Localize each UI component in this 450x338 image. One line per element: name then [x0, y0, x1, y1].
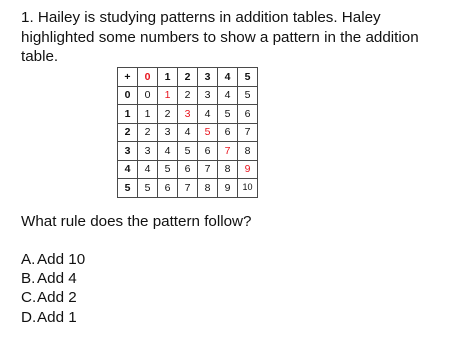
table-cell: 2	[178, 86, 198, 105]
choice-letter: A.	[21, 251, 36, 268]
table-cell: 6	[238, 105, 258, 124]
highlighted-cell: 1	[158, 86, 178, 105]
header-cell: 3	[198, 68, 218, 87]
table-cell: 5	[158, 160, 178, 179]
table-row	[118, 123, 258, 142]
choice-c	[21, 288, 85, 307]
table-cell: 4	[138, 160, 158, 179]
highlighted-cell: 7	[218, 142, 238, 161]
table-cell: 6	[198, 142, 218, 161]
table-cell: 3	[158, 123, 178, 142]
table-cell: 4	[158, 142, 178, 161]
header-cell: 0	[138, 68, 158, 87]
choice-text: Add 10	[37, 251, 86, 268]
table-cell: 7	[178, 179, 198, 198]
choice-text: Add 4	[37, 270, 77, 288]
choice-a	[21, 250, 85, 269]
row-header-cell: 5	[118, 179, 138, 198]
table-cell: 4	[178, 123, 198, 142]
table-cell: 3	[198, 86, 218, 105]
table-cell: 5	[178, 142, 198, 161]
choice-letter: C.	[21, 289, 37, 307]
table-row	[118, 142, 258, 161]
row-header-cell: 1	[118, 105, 138, 124]
table-cell: 10	[238, 179, 258, 198]
table-cell: 5	[138, 179, 158, 198]
highlighted-cell: 3	[178, 105, 198, 124]
table-cell: 6	[158, 179, 178, 198]
table-row	[118, 86, 258, 105]
table-row	[118, 105, 258, 124]
table-cell: 2	[158, 105, 178, 124]
row-header-cell: 3	[118, 142, 138, 161]
table-cell: 8	[238, 142, 258, 161]
table-header-row	[118, 68, 258, 87]
choice-letter: B.	[21, 270, 36, 288]
answer-choices	[21, 250, 85, 327]
table-row	[118, 160, 258, 179]
table-cell: 8	[218, 160, 238, 179]
header-cell: 1	[158, 68, 178, 87]
row-header-cell: 2	[118, 123, 138, 142]
header-cell: 4	[218, 68, 238, 87]
header-cell: 5	[238, 68, 258, 87]
table-cell: 5	[238, 86, 258, 105]
table-cell: 4	[218, 86, 238, 105]
table-cell: 9	[218, 179, 238, 198]
addition-table	[117, 67, 258, 198]
table-cell: 1	[138, 105, 158, 124]
choice-d	[21, 308, 85, 327]
table-cell: 7	[198, 160, 218, 179]
question-text: 1. Hailey is studying patterns in addition tables. Haley highlighted some numbers to show a pattern in the addition table.	[21, 9, 419, 65]
choice-text: Add 2	[37, 289, 77, 307]
table-cell: 2	[138, 123, 158, 142]
table-cell: 7	[238, 123, 258, 142]
row-header-cell: 0	[118, 86, 138, 105]
header-cell: +	[118, 68, 138, 87]
highlighted-cell: 9	[238, 160, 258, 179]
choice-letter: D.	[21, 308, 37, 326]
table-cell: 0	[138, 86, 158, 105]
table-row	[118, 179, 258, 198]
table-cell: 6	[218, 123, 238, 142]
table-cell: 3	[138, 142, 158, 161]
table-cell: 5	[218, 105, 238, 124]
highlighted-cell: 5	[198, 123, 218, 142]
header-cell: 2	[178, 68, 198, 87]
table-cell: 4	[198, 105, 218, 124]
row-header-cell: 4	[118, 160, 138, 179]
choice-b	[21, 269, 85, 288]
prompt-text: What rule does the pattern follow?	[21, 213, 252, 230]
table-cell: 8	[198, 179, 218, 198]
choice-text: Add 1	[37, 308, 77, 326]
table-cell: 6	[178, 160, 198, 179]
